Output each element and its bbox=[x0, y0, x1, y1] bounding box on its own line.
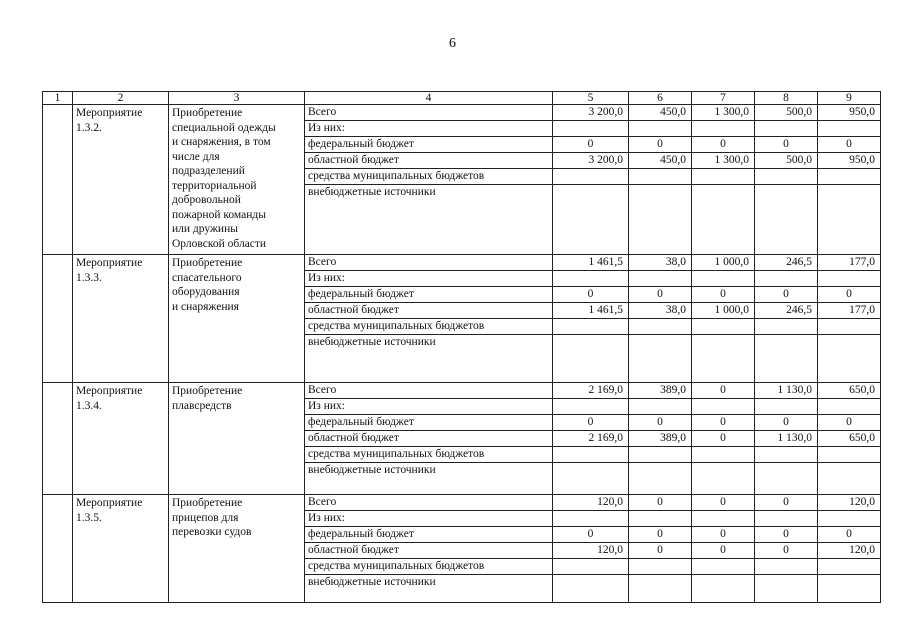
value-cell: 0 bbox=[692, 383, 755, 399]
value-cell: 2 169,0 bbox=[553, 431, 629, 447]
value-cell: 3 200,0 bbox=[553, 153, 629, 169]
value-cell bbox=[553, 169, 629, 185]
funding-source-cell: областной бюджет bbox=[305, 543, 553, 559]
value-cell: 450,0 bbox=[629, 105, 692, 121]
page-number: 6 bbox=[449, 36, 456, 51]
value-cell bbox=[755, 185, 818, 255]
funding-source-cell: средства муниципальных бюджетов bbox=[305, 319, 553, 335]
value-cell bbox=[629, 271, 692, 287]
funding-source-cell: внебюджетные источники bbox=[305, 575, 553, 603]
activity-description-cell bbox=[169, 495, 305, 603]
value-cell bbox=[818, 559, 881, 575]
value-cell bbox=[692, 271, 755, 287]
value-cell bbox=[553, 463, 629, 495]
activity-code-cell bbox=[73, 105, 169, 255]
value-cell bbox=[818, 319, 881, 335]
funding-source-cell: Из них: bbox=[305, 399, 553, 415]
header-col-8: 8 bbox=[755, 92, 818, 105]
value-cell bbox=[629, 399, 692, 415]
value-cell: 1 461,5 bbox=[553, 255, 629, 271]
value-cell bbox=[629, 463, 692, 495]
value-cell bbox=[692, 511, 755, 527]
value-cell: 2 169,0 bbox=[553, 383, 629, 399]
value-cell bbox=[818, 121, 881, 137]
value-cell bbox=[553, 185, 629, 255]
row-number-cell bbox=[43, 495, 73, 603]
activity-description-line: числе для bbox=[172, 150, 220, 163]
funding-source-cell: областной бюджет bbox=[305, 303, 553, 319]
value-cell bbox=[818, 169, 881, 185]
activity-description-line: Приобретение bbox=[172, 497, 243, 509]
table-row bbox=[43, 105, 881, 121]
activity-code-line: Мероприятие bbox=[76, 497, 143, 509]
value-cell: 950,0 bbox=[818, 105, 881, 121]
value-cell bbox=[629, 335, 692, 383]
header-col-6: 6 bbox=[629, 92, 692, 105]
activity-description-line: плавсредств bbox=[172, 399, 232, 412]
activity-description-line: или дружины bbox=[172, 223, 238, 235]
activity-code-cell bbox=[73, 255, 169, 383]
funding-source-cell: средства муниципальных бюджетов bbox=[305, 559, 553, 575]
value-cell: 650,0 bbox=[818, 431, 881, 447]
value-cell: 0 bbox=[629, 495, 692, 511]
value-cell: 0 bbox=[629, 415, 692, 431]
value-cell: 0 bbox=[692, 495, 755, 511]
funding-source-cell: Всего bbox=[305, 105, 553, 121]
value-cell: 1 000,0 bbox=[692, 255, 755, 271]
activity-description-line: подразделений bbox=[172, 165, 245, 177]
value-cell: 0 bbox=[553, 527, 629, 543]
table-row bbox=[43, 383, 881, 399]
activity-description-line: Орловской области bbox=[172, 237, 267, 250]
row-number-cell bbox=[43, 105, 73, 255]
value-cell: 500,0 bbox=[755, 105, 818, 121]
header-col-1: 1 bbox=[43, 92, 73, 105]
value-cell bbox=[818, 271, 881, 287]
value-cell: 450,0 bbox=[629, 153, 692, 169]
value-cell bbox=[692, 399, 755, 415]
row-number-cell bbox=[43, 255, 73, 383]
value-cell: 0 bbox=[755, 415, 818, 431]
value-cell: 1 300,0 bbox=[692, 153, 755, 169]
funding-source-cell: Из них: bbox=[305, 511, 553, 527]
activity-code-cell bbox=[73, 495, 169, 603]
activity-description-line: оборудования bbox=[172, 286, 240, 298]
value-cell bbox=[692, 463, 755, 495]
value-cell: 246,5 bbox=[755, 303, 818, 319]
header-row bbox=[43, 92, 881, 105]
value-cell bbox=[629, 447, 692, 463]
value-cell bbox=[692, 319, 755, 335]
value-cell: 246,5 bbox=[755, 255, 818, 271]
value-cell: 120,0 bbox=[818, 543, 881, 559]
activity-description-line: перевозки судов bbox=[172, 526, 252, 538]
header-col-3: 3 bbox=[169, 92, 305, 105]
value-cell: 0 bbox=[755, 287, 818, 303]
value-cell: 389,0 bbox=[629, 431, 692, 447]
value-cell: 0 bbox=[629, 527, 692, 543]
activity-description-cell bbox=[169, 255, 305, 383]
value-cell bbox=[692, 169, 755, 185]
value-cell bbox=[553, 319, 629, 335]
value-cell bbox=[692, 559, 755, 575]
activity-code-line: Мероприятие bbox=[76, 385, 143, 397]
funding-source-cell: внебюджетные источники bbox=[305, 463, 553, 495]
value-cell: 120,0 bbox=[553, 543, 629, 559]
value-cell: 0 bbox=[692, 543, 755, 559]
value-cell: 3 200,0 bbox=[553, 105, 629, 121]
value-cell bbox=[755, 511, 818, 527]
header-col-7: 7 bbox=[692, 92, 755, 105]
value-cell bbox=[818, 185, 881, 255]
activity-description-cell bbox=[169, 383, 305, 495]
value-cell bbox=[818, 399, 881, 415]
value-cell: 0 bbox=[755, 495, 818, 511]
value-cell: 950,0 bbox=[818, 153, 881, 169]
value-cell bbox=[818, 463, 881, 495]
funding-source-cell: Всего bbox=[305, 383, 553, 399]
table-row bbox=[43, 495, 881, 511]
value-cell bbox=[553, 121, 629, 137]
value-cell bbox=[818, 575, 881, 603]
activity-description-line: Приобретение bbox=[172, 107, 243, 119]
row-number-cell bbox=[43, 383, 73, 495]
value-cell bbox=[818, 511, 881, 527]
value-cell bbox=[755, 319, 818, 335]
value-cell: 1 000,0 bbox=[692, 303, 755, 319]
activity-code-line: Мероприятие bbox=[76, 257, 143, 269]
header-col-9: 9 bbox=[818, 92, 881, 105]
value-cell bbox=[629, 511, 692, 527]
value-cell bbox=[755, 559, 818, 575]
value-cell: 0 bbox=[692, 527, 755, 543]
activity-description-line: добровольной bbox=[172, 194, 241, 206]
value-cell: 0 bbox=[629, 287, 692, 303]
value-cell bbox=[629, 185, 692, 255]
budget-table bbox=[42, 91, 881, 603]
value-cell bbox=[755, 121, 818, 137]
funding-source-cell: Из них: bbox=[305, 121, 553, 137]
value-cell bbox=[629, 559, 692, 575]
activity-description-line: и снаряжения, в том bbox=[172, 136, 271, 148]
value-cell: 1 130,0 bbox=[755, 383, 818, 399]
value-cell bbox=[692, 575, 755, 603]
value-cell bbox=[692, 447, 755, 463]
activity-description-line: Приобретение bbox=[172, 385, 243, 397]
value-cell bbox=[629, 169, 692, 185]
value-cell bbox=[629, 575, 692, 603]
activity-code-line: Мероприятие bbox=[76, 107, 143, 119]
value-cell bbox=[755, 169, 818, 185]
value-cell bbox=[629, 121, 692, 137]
value-cell: 0 bbox=[755, 543, 818, 559]
value-cell: 0 bbox=[692, 287, 755, 303]
funding-source-cell: федеральный бюджет bbox=[305, 137, 553, 153]
value-cell: 0 bbox=[818, 415, 881, 431]
value-cell: 0 bbox=[755, 137, 818, 153]
value-cell bbox=[755, 271, 818, 287]
activity-code-cell bbox=[73, 383, 169, 495]
funding-source-cell: внебюджетные источники bbox=[305, 185, 553, 255]
value-cell bbox=[553, 575, 629, 603]
value-cell bbox=[755, 447, 818, 463]
activity-description-line: пожарной команды bbox=[172, 208, 266, 221]
value-cell: 1 461,5 bbox=[553, 303, 629, 319]
value-cell: 1 130,0 bbox=[755, 431, 818, 447]
activity-code-line: 1.3.5. bbox=[76, 511, 102, 524]
activity-description-line: специальной одежды bbox=[172, 121, 276, 134]
value-cell bbox=[692, 335, 755, 383]
value-cell bbox=[755, 463, 818, 495]
value-cell: 0 bbox=[818, 137, 881, 153]
value-cell: 0 bbox=[755, 527, 818, 543]
value-cell: 0 bbox=[692, 431, 755, 447]
activity-code-line: 1.3.3. bbox=[76, 271, 102, 284]
funding-source-cell: областной бюджет bbox=[305, 431, 553, 447]
activity-description-line: Приобретение bbox=[172, 257, 243, 269]
value-cell: 500,0 bbox=[755, 153, 818, 169]
value-cell: 0 bbox=[553, 415, 629, 431]
value-cell: 0 bbox=[818, 287, 881, 303]
value-cell bbox=[755, 335, 818, 383]
value-cell: 120,0 bbox=[553, 495, 629, 511]
value-cell: 0 bbox=[553, 137, 629, 153]
activity-description-line: и снаряжения bbox=[172, 300, 239, 313]
funding-source-cell: федеральный бюджет bbox=[305, 527, 553, 543]
funding-source-cell: Всего bbox=[305, 495, 553, 511]
funding-source-cell: Из них: bbox=[305, 271, 553, 287]
value-cell: 0 bbox=[553, 287, 629, 303]
value-cell: 0 bbox=[629, 543, 692, 559]
value-cell bbox=[755, 575, 818, 603]
budget-table-body bbox=[43, 92, 881, 603]
activity-description-cell bbox=[169, 105, 305, 255]
value-cell: 650,0 bbox=[818, 383, 881, 399]
value-cell: 389,0 bbox=[629, 383, 692, 399]
activity-description-line: прицепов для bbox=[172, 511, 239, 524]
value-cell: 0 bbox=[692, 137, 755, 153]
value-cell bbox=[553, 559, 629, 575]
funding-source-cell: областной бюджет bbox=[305, 153, 553, 169]
value-cell bbox=[553, 335, 629, 383]
header-col-4: 4 bbox=[305, 92, 553, 105]
value-cell: 0 bbox=[818, 527, 881, 543]
value-cell bbox=[553, 447, 629, 463]
table-row bbox=[43, 255, 881, 271]
value-cell bbox=[755, 399, 818, 415]
value-cell: 38,0 bbox=[629, 303, 692, 319]
funding-source-cell: федеральный бюджет bbox=[305, 415, 553, 431]
value-cell: 0 bbox=[629, 137, 692, 153]
value-cell: 177,0 bbox=[818, 255, 881, 271]
funding-source-cell: Всего bbox=[305, 255, 553, 271]
value-cell: 120,0 bbox=[818, 495, 881, 511]
value-cell bbox=[818, 447, 881, 463]
value-cell bbox=[692, 185, 755, 255]
value-cell bbox=[629, 319, 692, 335]
activity-code-line: 1.3.4. bbox=[76, 399, 102, 412]
value-cell bbox=[818, 335, 881, 383]
activity-description-line: территориальной bbox=[172, 179, 257, 192]
funding-source-cell: внебюджетные источники bbox=[305, 335, 553, 383]
value-cell bbox=[692, 121, 755, 137]
value-cell bbox=[553, 511, 629, 527]
header-col-2: 2 bbox=[73, 92, 169, 105]
activity-description-line: спасательного bbox=[172, 271, 242, 284]
value-cell bbox=[553, 399, 629, 415]
funding-source-cell: федеральный бюджет bbox=[305, 287, 553, 303]
header-col-5: 5 bbox=[553, 92, 629, 105]
value-cell: 177,0 bbox=[818, 303, 881, 319]
value-cell: 1 300,0 bbox=[692, 105, 755, 121]
value-cell: 38,0 bbox=[629, 255, 692, 271]
value-cell: 0 bbox=[692, 415, 755, 431]
funding-source-cell: средства муниципальных бюджетов bbox=[305, 447, 553, 463]
value-cell bbox=[553, 271, 629, 287]
activity-code-line: 1.3.2. bbox=[76, 121, 102, 134]
funding-source-cell: средства муниципальных бюджетов bbox=[305, 169, 553, 185]
